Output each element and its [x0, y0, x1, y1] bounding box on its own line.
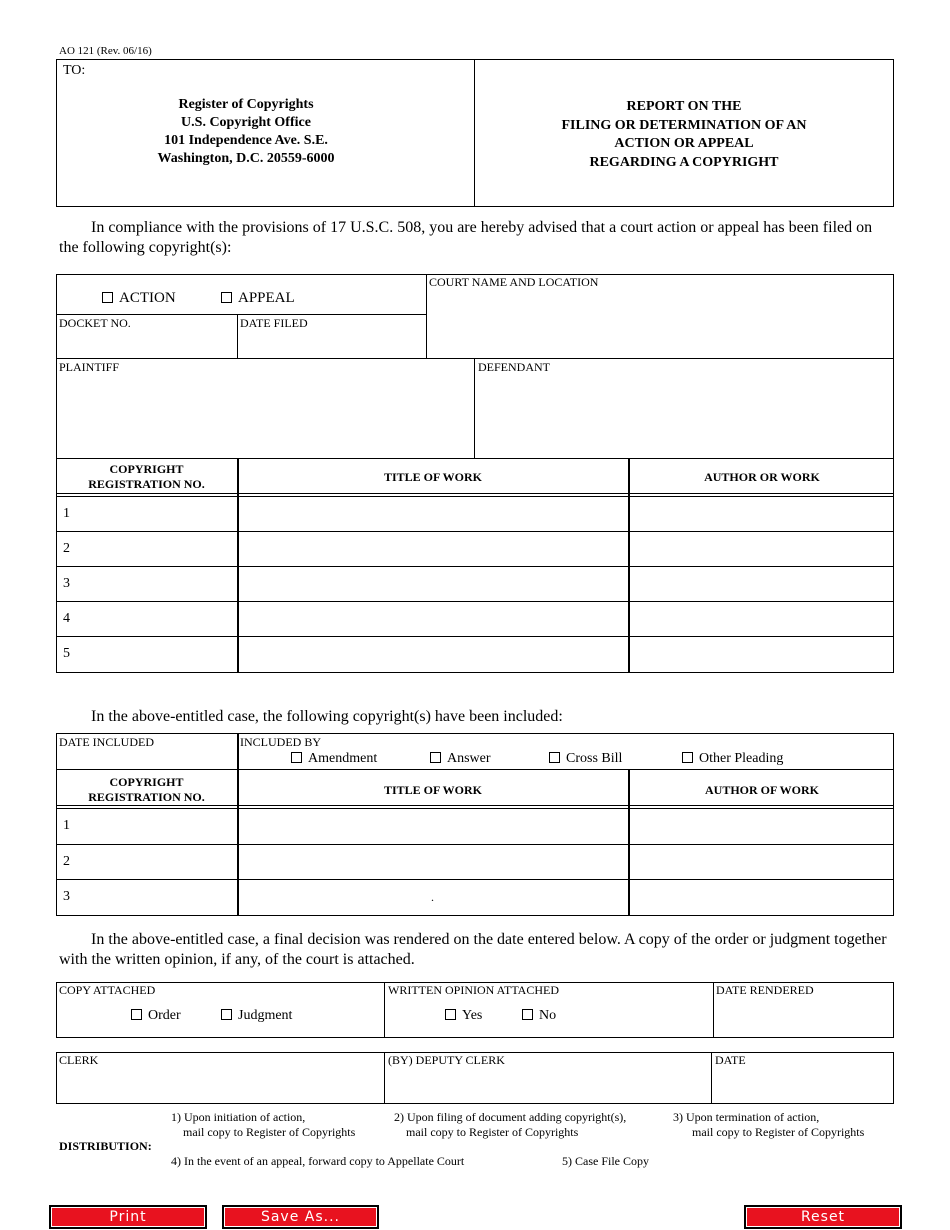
amendment-checkbox[interactable]	[291, 752, 302, 763]
rule	[628, 458, 630, 673]
distribution-item-2	[394, 1110, 626, 1140]
rule	[711, 1052, 712, 1104]
save-as-button[interactable]: Save As...	[222, 1205, 379, 1229]
addressee-line-1: Register of Copyrights	[178, 97, 314, 112]
rule	[56, 805, 894, 806]
row-number: 1	[63, 506, 70, 521]
cross-bill-checkbox[interactable]	[549, 752, 560, 763]
no-option[interactable]	[522, 1008, 556, 1024]
rule	[426, 274, 427, 359]
addressee-line-3: 101 Independence Ave. S.E.	[164, 133, 328, 148]
rule	[237, 733, 239, 916]
court-name-label: COURT NAME AND LOCATION	[429, 275, 599, 289]
row-number: 2	[63, 854, 70, 869]
title-of-work-header-2: TITLE OF WORK	[383, 783, 483, 797]
reg-header-line-2: REGISTRATION NO.	[88, 477, 205, 491]
rule	[474, 358, 475, 459]
clerk-label: CLERK	[59, 1053, 99, 1067]
no-label: No	[539, 1008, 557, 1023]
included-by-label: INCLUDED BY	[240, 735, 321, 749]
row-number: 2	[63, 541, 70, 556]
docket-no-label: DOCKET NO.	[59, 316, 131, 330]
row-number: 1	[63, 818, 70, 833]
registration-no-header	[56, 462, 237, 492]
report-title-line-4: REGARDING A COPYRIGHT	[589, 154, 779, 170]
decision-paragraph: In the above-entitled case, a final decision was rendered on the date entered below. A copy of the order or judgment together with the written opinion, if any, of the court is attached.	[59, 931, 887, 968]
addressee-block	[56, 96, 436, 168]
distribution-item-4: 4) In the event of an appeal, forward copy to Appellate Court	[171, 1154, 465, 1168]
defendant-label: DEFENDANT	[478, 360, 550, 374]
intro-paragraph: In compliance with the provisions of 17 U.S.C. 508, you are hereby advised that a court action or appeal has been filed on the following copyright(s):	[59, 219, 873, 256]
date-filed-label: DATE FILED	[240, 316, 308, 330]
rule	[56, 808, 894, 809]
rule	[216, 314, 426, 315]
action-label: ACTION	[119, 290, 176, 306]
appeal-label: APPEAL	[238, 290, 295, 306]
rule	[56, 493, 894, 494]
included-paragraph: In the above-entitled case, the following copyright(s) have been included:	[91, 708, 563, 725]
form-id: AO 121 (Rev. 06/16)	[59, 45, 152, 57]
judgment-checkbox[interactable]	[221, 1009, 232, 1020]
rule	[56, 566, 894, 567]
other-pleading-checkbox[interactable]	[682, 752, 693, 763]
author-header: AUTHOR OR WORK	[704, 470, 820, 484]
rule	[56, 458, 894, 459]
rule	[56, 636, 894, 637]
row-number: 4	[63, 611, 70, 626]
rule	[56, 601, 894, 602]
rule	[56, 879, 894, 880]
author-header-2: AUTHOR OF WORK	[704, 783, 819, 797]
reset-button[interactable]: Reset	[744, 1205, 902, 1229]
distribution-item-2-line-1: 2) Upon filing of document adding copyright(s),	[394, 1110, 627, 1124]
registration-no-header-2	[56, 775, 237, 805]
date-included-label: DATE INCLUDED	[59, 735, 154, 749]
other-pleading-label: Other Pleading	[699, 751, 784, 766]
row-number: 3	[63, 576, 70, 591]
appeal-checkbox-option[interactable]	[221, 290, 295, 307]
reg-header-2-line-2: REGISTRATION NO.	[88, 790, 205, 804]
row-number: 3	[63, 889, 70, 904]
written-opinion-label: WRITTEN OPINION ATTACHED	[388, 983, 560, 997]
amendment-label: Amendment	[308, 751, 378, 766]
rule	[56, 496, 894, 497]
no-checkbox[interactable]	[522, 1009, 533, 1020]
rule	[56, 531, 894, 532]
judgment-option[interactable]	[221, 1008, 292, 1024]
date-label: DATE	[715, 1053, 746, 1067]
title-of-work-header: TITLE OF WORK	[383, 470, 483, 484]
distribution-item-1-line-2: mail copy to Register of Copyrights	[183, 1125, 356, 1139]
order-label: Order	[148, 1008, 181, 1023]
stray-mark: .	[431, 890, 434, 904]
addressee-line-2: U.S. Copyright Office	[181, 115, 311, 130]
rule	[713, 982, 714, 1038]
answer-option[interactable]	[430, 751, 491, 767]
yes-option[interactable]	[445, 1008, 482, 1024]
report-title-line-3: ACTION OR APPEAL	[614, 136, 754, 151]
distribution-item-2-line-2: mail copy to Register of Copyrights	[406, 1125, 579, 1139]
report-title-line-1: REPORT ON THE	[626, 99, 742, 114]
action-checkbox[interactable]	[102, 292, 113, 303]
appeal-checkbox[interactable]	[221, 292, 232, 303]
row-number: 5	[63, 646, 70, 661]
order-option[interactable]	[131, 1008, 181, 1024]
yes-checkbox[interactable]	[445, 1009, 456, 1020]
plaintiff-label: PLAINTIFF	[59, 360, 120, 374]
distribution-item-3	[673, 1110, 864, 1140]
rule	[56, 314, 216, 315]
deputy-clerk-label: (BY) DEPUTY CLERK	[388, 1053, 505, 1067]
answer-checkbox[interactable]	[430, 752, 441, 763]
distribution-item-5: 5) Case File Copy	[562, 1154, 649, 1168]
rule	[56, 358, 894, 359]
distribution-item-1	[171, 1110, 355, 1140]
date-rendered-label: DATE RENDERED	[716, 983, 814, 997]
addressee-line-4: Washington, D.C. 20559-6000	[157, 151, 335, 166]
distribution-item-3-line-2: mail copy to Register of Copyrights	[692, 1125, 865, 1139]
report-title-line-2: FILING OR DETERMINATION OF AN	[561, 117, 807, 133]
to-label: TO:	[63, 63, 86, 78]
order-checkbox[interactable]	[131, 1009, 142, 1020]
rule	[237, 458, 239, 673]
print-button[interactable]: Print	[49, 1205, 207, 1229]
cross-bill-option[interactable]	[549, 751, 622, 767]
cross-bill-label: Cross Bill	[566, 751, 623, 766]
distribution-label: DISTRIBUTION:	[59, 1139, 152, 1153]
rule	[56, 844, 894, 845]
answer-label: Answer	[447, 751, 491, 766]
rule	[237, 314, 238, 359]
judgment-label: Judgment	[238, 1008, 293, 1023]
rule	[384, 1052, 385, 1104]
distribution-item-3-line-1: 3) Upon termination of action,	[673, 1110, 820, 1124]
reg-header-2-line-1: COPYRIGHT	[109, 775, 184, 789]
report-title	[474, 98, 894, 172]
yes-label: Yes	[462, 1008, 483, 1023]
amendment-option[interactable]	[291, 751, 377, 767]
copy-attached-label: COPY ATTACHED	[59, 983, 156, 997]
rule	[384, 982, 385, 1038]
rule	[56, 769, 894, 770]
action-checkbox-option[interactable]	[102, 290, 176, 307]
other-pleading-option[interactable]	[682, 751, 783, 767]
reg-header-line-1: COPYRIGHT	[109, 462, 184, 476]
distribution-item-1-line-1: 1) Upon initiation of action,	[171, 1110, 306, 1124]
